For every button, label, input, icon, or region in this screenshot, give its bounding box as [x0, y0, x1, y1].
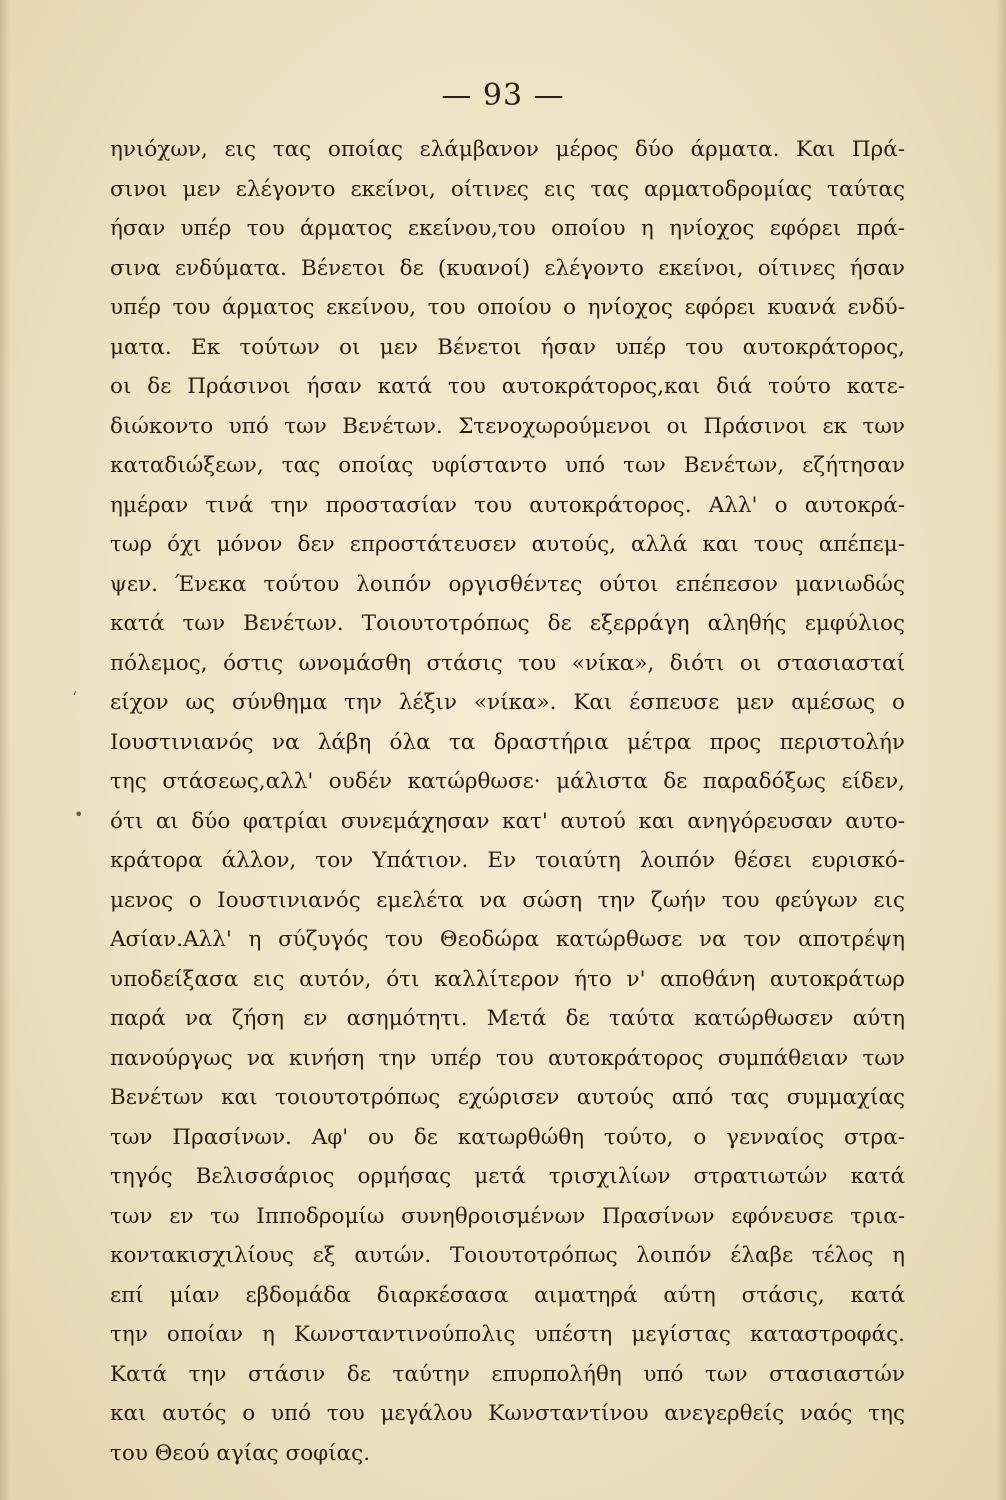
text-line: ήσαν υπέρ του άρματος εκείνου,του οποίου η ηνίοχος εφόρει πρά- — [110, 216, 905, 241]
text-line: κοντακισχιλίους εξ αυτών. Τοιουτοτρόπως λοιπόν έλαβε τέλος η — [110, 1243, 905, 1268]
margin-mark: ‘ — [72, 688, 78, 707]
text-line: σινα ενδύματα. Βένετοι δε (κυανοί) ελέγοντο εκείνοι, οίτινες ήσαν — [110, 255, 905, 281]
text-line: σινοι μεν ελέγοντο εκείνοι, οίτινες εις τας αρματοδρομίας ταύτας — [110, 176, 905, 202]
text-line: υποδείξασα εις αυτόν, ότι καλλίτερον ήτο ν' αποθάνη αυτοκράτωρ — [110, 966, 905, 992]
text-line: διώκοντο υπό των Βενέτων. Στενοχωρούμενοι οι Πράσινοι εκ των — [110, 413, 905, 439]
body-text — [110, 130, 905, 1473]
text-line: υπέρ του άρματος εκείνου, του οποίου ο ηνίοχος εφόρει κυανά ενδύ- — [110, 295, 905, 320]
text-line: των Πρασίνων. Αφ' ου δε κατωρθώθη τούτο, ο γενναίος στρα- — [110, 1124, 905, 1150]
text-line: καταδιώξεων, τας οποίας υφίσταντο υπό των Βενέτων, εζήτησαν — [110, 453, 905, 478]
page-right-edge-shadow — [996, 0, 1006, 1500]
text-line: και αυτός ο υπό του μεγάλου Κωνσταντίνου ανεγερθείς ναός της — [110, 1401, 905, 1426]
text-line: των εν τω Ιπποδρομίω συνηθροισμένων Πρασίνων εφόνευσε τρια- — [110, 1203, 905, 1229]
text-line: ότι αι δύο φατρίαι συνεμάχησαν κατ' αυτού και ανηγόρευσαν αυτο- — [110, 808, 905, 834]
text-line: Ασίαν.Αλλ' η σύζυγός του Θεοδώρα κατώρθωσε να τον αποτρέψη — [110, 927, 905, 952]
text-line: οι δε Πράσινοι ήσαν κατά του αυτοκράτορος,και διά τούτο κατε- — [110, 374, 905, 399]
text-line: παρά να ζήση εν ασημότητι. Μετά δε ταύτα κατώρθωσεν αύτη — [110, 1006, 905, 1031]
text-line: ψεν. Ένεκα τούτου λοιπόν οργισθέντες ούτοι επέπεσον μανιωδώς — [110, 571, 905, 597]
margin-mark: • — [74, 805, 84, 824]
text-line: του Θεού αγίας σοφίας. — [110, 1440, 371, 1466]
text-line: τηγός Βελισσάριος ορμήσας μετά τρισχιλίων στρατιωτών κατά — [110, 1164, 905, 1189]
text-line: Βενέτων και τοιουτοτρόπως εχώρισεν αυτούς από τας συμμαχίας — [110, 1085, 905, 1110]
text-line: είχον ως σύνθημα την λέξιν «νίκα». Και έσπευσε μεν αμέσως ο — [110, 690, 905, 715]
text-line: κράτορα άλλον, τον Υπάτιον. Εν τοιαύτη λοιπόν θέσει ευρισκό- — [110, 848, 905, 873]
text-line: τωρ όχι μόνον δεν επροστάτευσεν αυτούς, αλλά και τους απέπεμ- — [110, 532, 905, 557]
text-line: Ιουστινιανός να λάβη όλα τα δραστήρια μέτρα προς περιστολήν — [110, 729, 905, 755]
text-line: επί μίαν εβδομάδα διαρκέσασα αιματηρά αύτη στάσις, κατά — [110, 1282, 905, 1308]
text-line: πανούργως να κινήση την υπέρ του αυτοκράτορος συμπάθειαν των — [110, 1045, 905, 1071]
text-line: πόλεμος, όστις ωνομάσθη στάσις του «νίκα», διότι οι στασιασταί — [110, 650, 905, 676]
text-line: Κατά την στάσιν δε ταύτην επυρπολήθη υπό των στασιαστών — [110, 1361, 905, 1387]
text-line: ημέραν τινά την προστασίαν του αυτοκράτορος. Αλλ' ο αυτοκρά- — [110, 492, 905, 518]
text-line: κατά των Βενέτων. Τοιουτοτρόπως δε εξερράγη αληθής εμφύλιος — [110, 611, 905, 636]
text-line: ηνιόχων, εις τας οποίας ελάμβανον μέρος δύο άρματα. Και Πρά- — [110, 137, 905, 162]
text-line: την οποίαν η Κωνσταντινούπολις υπέστη μεγίστας καταστροφάς. — [110, 1322, 905, 1347]
page-number: — 93 — — [441, 78, 565, 113]
text-line: της στάσεως,αλλ' ουδέν κατώρθωσε· μάλιστα δε παραδόξως είδεν, — [110, 769, 905, 794]
text-line: ματα. Εκ τούτων οι μεν Βένετοι ήσαν υπέρ του αυτοκράτορος, — [110, 334, 905, 360]
text-line: μενος ο Ιουστινιανός εμελέτα να σώση την ζωήν του φεύγων εις — [110, 887, 905, 913]
page-left-edge-shadow — [0, 0, 10, 1500]
